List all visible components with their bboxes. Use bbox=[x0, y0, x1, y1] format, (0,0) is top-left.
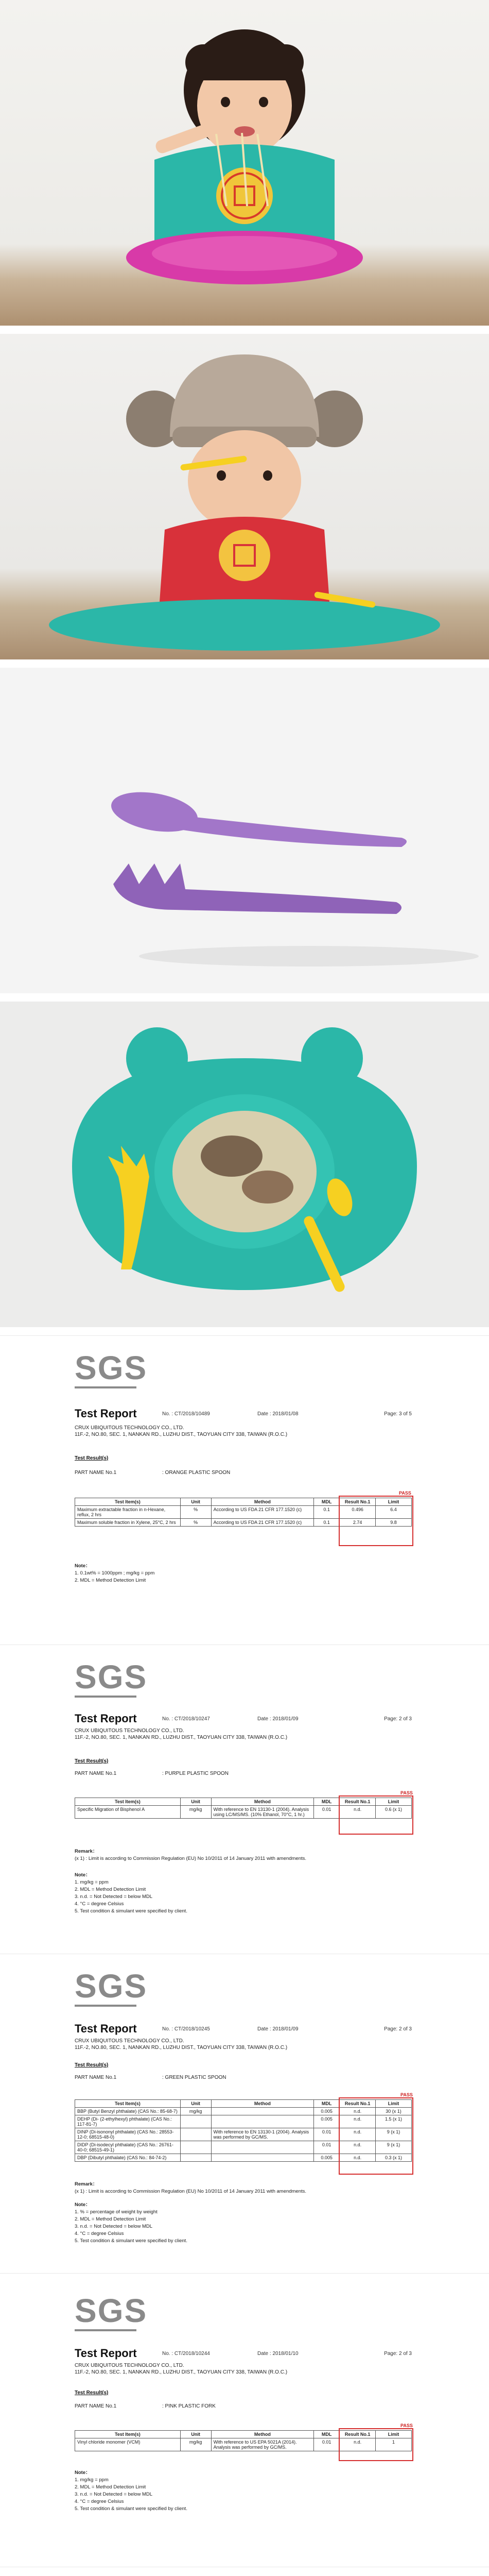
sgs-report-purple-spoon bbox=[0, 1645, 489, 1954]
sgs-report-yellow-spoon bbox=[0, 2567, 489, 2576]
report-page: Page: 2 of 3 bbox=[384, 2351, 412, 2357]
result-highlight-box bbox=[339, 2428, 413, 2461]
product-photo-child-eating-noodles bbox=[0, 0, 489, 326]
product-photo-child-with-spoon bbox=[0, 334, 489, 659]
report-part-name: PART NAME No.1 : GREEN PLASTIC SPOON bbox=[75, 2075, 226, 2080]
report-part-name: PART NAME No.1 : PURPLE PLASTIC SPOON bbox=[75, 1771, 229, 1776]
product-photo-teal-plate-meal bbox=[0, 1002, 489, 1327]
table-row: BBP (Butyl Benzyl phthalate) (CAS No.: 85-68-7) mg/kg 0.005 n.d. 30 (x 1) bbox=[75, 2108, 412, 2115]
report-remark: Remark： (x 1) : Limit is according to Commission Regulation (EU) No 10/2011 of 14 January 2011 with amendments. bbox=[75, 2181, 307, 2194]
report-number: No. : CT/2018/10244 bbox=[162, 2351, 210, 2357]
report-part-name: PART NAME No.1 : ORANGE PLASTIC SPOON bbox=[75, 1470, 231, 1476]
report-heading: Test Result(s) bbox=[75, 1455, 109, 1461]
purple-cutlery-illustration bbox=[0, 668, 489, 993]
teal-plate-illustration bbox=[0, 1002, 489, 1327]
report-title: Test Report bbox=[75, 1407, 137, 1420]
report-notes: Note： 1. mg/kg = ppm 2. MDL = Method Detection Limit 3. n.d. = Not Detected = below MDL 4. °C = degree Celsius 5. Test condition & simulant were specified by client. bbox=[75, 2470, 187, 2512]
table-row: DEHP (Di- (2-ethylhexyl) phthalate) (CAS No.: 117-81-7) 0.005 n.d. 1.5 (x 1) bbox=[75, 2115, 412, 2128]
report-number: No. : CT/2018/10245 bbox=[162, 2026, 210, 2032]
report-date: Date : 2018/01/09 bbox=[257, 2026, 299, 2032]
report-page: Page: 2 of 3 bbox=[384, 1716, 412, 1722]
table-header-row: Test Item(s) Unit Method MDL Result No.1 Limit bbox=[75, 2100, 412, 2108]
sgs-logo: SGS bbox=[75, 1970, 147, 2007]
table-header-row: Test Item(s) Unit Method MDL Result No.1 Limit bbox=[75, 1498, 412, 1506]
table-row: Maximum extractable fraction in n-Hexane, reflux, 2 hrs % According to US FDA 21 CFR 177.1520 (c) 0.1 0.496 6.4 bbox=[75, 1506, 412, 1519]
report-number: No. : CT/2018/10247 bbox=[162, 1716, 210, 1722]
pass-label: PASS bbox=[399, 1490, 411, 1496]
report-company: CRUX UBIQUITOUS TECHNOLOGY CO., LTD. 11F.-2, NO.80, SEC. 1, NANKAN RD., LUZHU DIST., TAOYUAN CITY 338, TAIWAN (R.O.C.) bbox=[75, 2363, 288, 2375]
table-row: Maximum soluble fraction in Xylene, 25°C, 2 hrs % According to US FDA 21 CFR 177.1520 (c) 0.1 2.74 9.8 bbox=[75, 1519, 412, 1527]
table-row: Vinyl chloride monomer (VCM) mg/kg With reference to US EPA 5021A (2014). Analysis was performed by GC/MS. 0.01 n.d. 1 bbox=[75, 2438, 412, 2451]
sgs-logo: SGS bbox=[75, 2294, 147, 2331]
report-company: CRUX UBIQUITOUS TECHNOLOGY CO., LTD. 11F.-2, NO.80, SEC. 1, NANKAN RD., LUZHU DIST., TAOYUAN CITY 338, TAIWAN (R.O.C.) bbox=[75, 1728, 288, 1740]
report-heading: Test Result(s) bbox=[75, 2062, 109, 2068]
report-date: Date : 2018/01/10 bbox=[257, 2351, 299, 2357]
result-highlight-box bbox=[339, 1496, 413, 1546]
report-heading: Test Result(s) bbox=[75, 1758, 109, 1764]
result-highlight-box bbox=[339, 2097, 413, 2175]
report-notes: Note： 1. mg/kg = ppm 2. MDL = Method Detection Limit 3. n.d. = Not Detected = below MDL 4. °C = degree Celsius 5. Test condition & simulant were specified by client. bbox=[75, 1872, 187, 1914]
table-row: Specific Migration of Bisphenol A mg/kg With reference to EN 13130-1 (2004). Analysis using LC/MS/MS. (10% Ethanol, 70°C, 1 hr.) 0.01 n.d. 0.6 (x 1) bbox=[75, 1806, 412, 1819]
child-eating-illustration bbox=[0, 0, 489, 326]
product-photo-purple-cutlery bbox=[0, 668, 489, 993]
report-title: Test Report bbox=[75, 1712, 137, 1725]
table-header-row: Test Item(s) Unit Method MDL Result No.1 Limit bbox=[75, 2431, 412, 2438]
report-date: Date : 2018/01/09 bbox=[257, 1716, 299, 1722]
report-title: Test Report bbox=[75, 2347, 137, 2360]
report-notes: Note： 1. % = percentage of weight by weight 2. MDL = Method Detection Limit 3. n.d. = Not Detected = below MDL 4. °C = degree Celsius 5. Test condition & simulant were specified by client. bbox=[75, 2202, 187, 2244]
result-highlight-box bbox=[339, 1795, 413, 1835]
child-with-spoon-illustration bbox=[0, 334, 489, 659]
pass-label: PASS bbox=[400, 1790, 413, 1795]
report-page: Page: 2 of 3 bbox=[384, 2026, 412, 2032]
report-remark: Remark： (x 1) : Limit is according to Commission Regulation (EU) No 10/2011 of 14 January 2011 with amendments. bbox=[75, 1849, 307, 1861]
report-page: Page: 3 of 5 bbox=[384, 1411, 412, 1417]
sgs-report-orange-spoon bbox=[0, 1335, 489, 1645]
report-title: Test Report bbox=[75, 2022, 137, 2035]
report-part-name: PART NAME No.1 : PINK PLASTIC FORK bbox=[75, 2403, 216, 2409]
sgs-logo: SGS bbox=[75, 1660, 147, 1698]
report-notes: Note： 1. 0.1wt% = 1000ppm ; mg/kg = ppm 2. MDL = Method Detection Limit bbox=[75, 1563, 155, 1583]
report-company: CRUX UBIQUITOUS TECHNOLOGY CO., LTD. 11F.-2, NO.80, SEC. 1, NANKAN RD., LUZHU DIST., TAOYUAN CITY 338, TAIWAN (R.O.C.) bbox=[75, 2038, 288, 2050]
sgs-logo: SGS bbox=[75, 1351, 147, 1388]
report-company: CRUX UBIQUITOUS TECHNOLOGY CO., LTD. 11F.-2, NO.80, SEC. 1, NANKAN RD., LUZHU DIST., TAOYUAN CITY 338, TAIWAN (R.O.C.) bbox=[75, 1425, 288, 1437]
table-row: DIDP (Di-isodecyl phthalate) (CAS No.: 26761-40-0; 68515-49-1) 0.01 n.d. 9 (x 1) bbox=[75, 2141, 412, 2154]
table-row: DBP (Dibutyl phthalate) (CAS No.: 84-74-2) 0.005 n.d. 0.3 (x 1) bbox=[75, 2154, 412, 2162]
sgs-report-green-spoon bbox=[0, 1954, 489, 2273]
report-number: No. : CT/2018/10489 bbox=[162, 1411, 210, 1417]
pass-label: PASS bbox=[400, 2092, 413, 2097]
report-heading: Test Result(s) bbox=[75, 2390, 109, 2396]
report-date: Date : 2018/01/08 bbox=[257, 1411, 299, 1417]
sgs-report-pink-fork bbox=[0, 2273, 489, 2567]
table-row: DINP (Di-isononyl phthalate) (CAS No.: 28553-12-0; 68515-48-0) With reference to EN 13130-1 (2004). Analysis was performed by GC/MS. 0.01 n.d. 9 (x 1) bbox=[75, 2128, 412, 2141]
pass-label: PASS bbox=[400, 2423, 413, 2428]
table-header-row: Test Item(s) Unit Method MDL Result No.1 Limit bbox=[75, 1798, 412, 1806]
